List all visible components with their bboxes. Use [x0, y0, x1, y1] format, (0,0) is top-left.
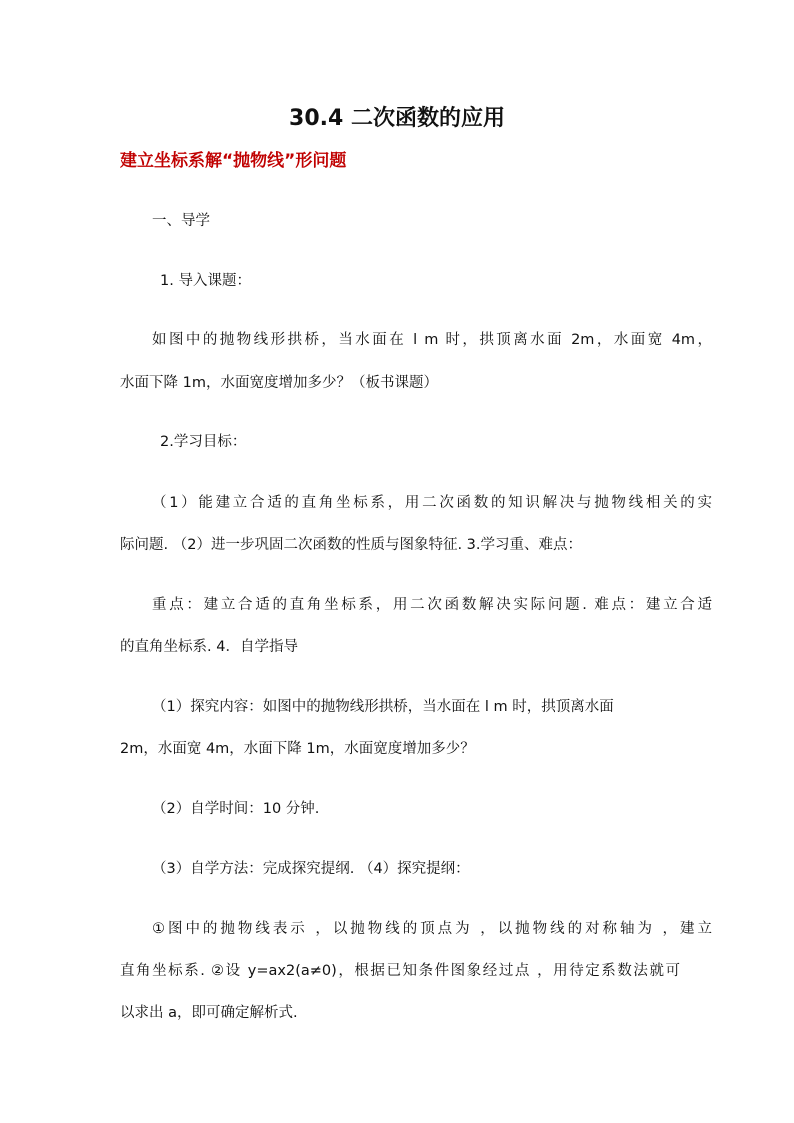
section-subtitle: 建立坐标系解“抛物线”形问题	[120, 151, 347, 171]
heading-guide: 一、导学	[152, 213, 210, 229]
heading-intro-topic: 1. 导入课题：	[160, 273, 251, 289]
paragraph-line: 直角坐标系. ②设 y=ax2(a≠0)，根据已知条件图象经过点 ，用待定系数法就可	[120, 963, 680, 979]
paragraph-line: （1）能建立合适的直角坐标系，用二次函数的知识解决与抛物线相关的实	[152, 495, 712, 511]
paragraph-line: 水面下降 1m，水面宽度增加多少？（板书课题）	[120, 375, 438, 391]
paragraph-line: （1）探究内容：如图中的抛物线形拱桥，当水面在 l m 时，拱顶离水面	[152, 699, 614, 715]
heading-learning-goals: 2.学习目标：	[160, 434, 247, 450]
paragraph-line: ①图中的抛物线表示 ，以抛物线的顶点为 ，以抛物线的对称轴为 ，建立	[152, 921, 712, 937]
paragraph-line: 际问题. （2）进一步巩固二次函数的性质与图象特征. 3.学习重、难点：	[120, 537, 582, 553]
paragraph-line: 以求出 a，即可确定解析式.	[120, 1005, 298, 1021]
paragraph-line: （2）自学时间：10 分钟.	[152, 801, 320, 817]
paragraph-line: 的直角坐标系. 4．自学指导	[120, 639, 298, 655]
paragraph-line: 重点：建立合适的直角坐标系，用二次函数解决实际问题. 难点：建立合适	[152, 597, 712, 613]
paragraph-line: （3）自学方法：完成探究提纲. （4）探究提纲：	[152, 861, 470, 877]
paragraph-line: 如图中的抛物线形拱桥，当水面在 l m 时，拱顶离水面 2m，水面宽 4m，	[152, 332, 712, 348]
document-title: 30.4 二次函数的应用	[289, 106, 505, 131]
paragraph-line: 2m，水面宽 4m，水面下降 1m，水面宽度增加多少？	[120, 741, 475, 757]
